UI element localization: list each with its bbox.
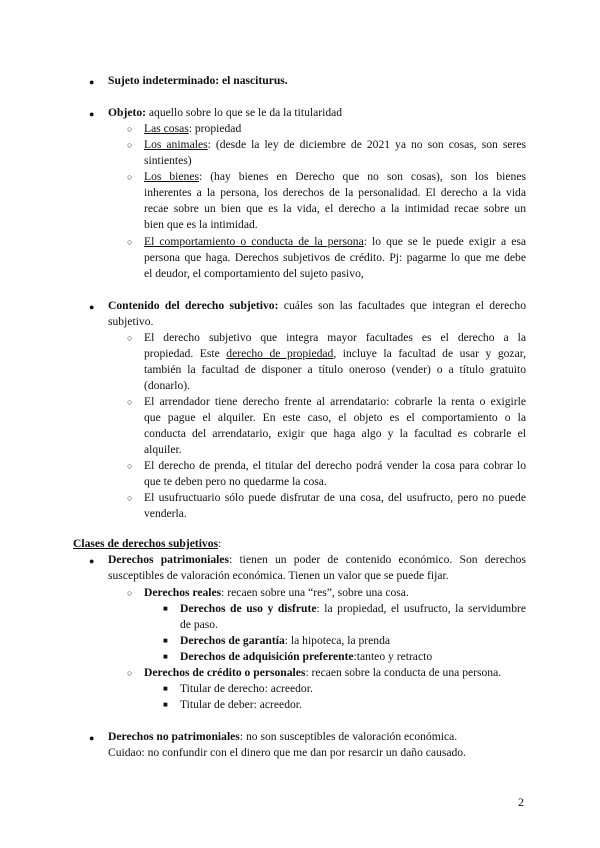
bullet-dot: ●: [89, 302, 95, 312]
contenido-item-4: El usufructuario sólo puede disfrutar de una cosa, del usufructo, pero no puede: [144, 491, 526, 504]
bullet-circle: ○: [127, 668, 133, 678]
bullet-dot: ●: [89, 109, 95, 119]
objeto-item-cosas: Las cosas: propiedad: [144, 122, 242, 135]
clases-heading: Clases de derechos subjetivos:: [73, 537, 222, 550]
bullet-circle: ○: [127, 124, 133, 134]
bullet-circle: ○: [127, 172, 133, 182]
credito-line: Derechos de crédito o personales: recaen sobre la conducta de una persona.: [144, 666, 502, 679]
page-number: 2: [518, 795, 524, 809]
contenido-item-2: El arrendador tiene derecho frente al arrendatario: cobrarle la renta o exigirle: [144, 395, 526, 408]
text-line: el deudor, el comportamiento del sujeto pasivo,: [144, 267, 364, 280]
garantia-line: Derechos de garantía: la hipoteca, la prenda: [180, 634, 391, 647]
objeto-line: Objeto: aquello sobre lo que se le da la titularidad: [108, 106, 343, 119]
bullet-circle: ○: [127, 461, 133, 471]
bullet-dot: ●: [89, 556, 95, 566]
text-line: bien que es la intimidad.: [144, 218, 258, 231]
text-line: conducta del arrendatario, exigir que haga algo y la facultad es cobrarle el: [144, 427, 526, 440]
bullet-circle: ○: [127, 397, 133, 407]
uso-disfrute-line: Derechos de uso y disfrute: la propiedad, el usufructo, la servidumbre: [180, 602, 527, 615]
bullet-square: ■: [163, 684, 168, 693]
contenido-line: Contenido del derecho subjetivo: cuáles son las facultades que integran el derecho: [108, 299, 526, 312]
text-line: que te deben pero no quedarme la cosa.: [144, 475, 327, 488]
bullet-circle: ○: [127, 237, 133, 247]
titular-deber-line: Titular de deber: acreedor.: [180, 698, 302, 711]
cuidao-note: Cuidao: no confundir con el dinero que me dan por resarcir un daño causado.: [108, 746, 467, 759]
contenido-item-1: El derecho subjetivo que integra mayor facultades es el derecho a la: [144, 331, 526, 344]
text-line: inherentes a la persona, los derechos de la personalidad. El derecho a la vida: [144, 186, 526, 199]
text-line: recae sobre un bien que es la vida, el derecho a la intimidad recae sobre un: [144, 202, 526, 215]
bullet-circle: ○: [127, 588, 133, 598]
titular-derecho-line: Titular de derecho: acreedor.: [180, 682, 313, 695]
bullet-square: ■: [163, 604, 168, 613]
text-line: también la facultad de disponer a título oneroso (vender) o a título gratuito: [144, 363, 526, 376]
bullet-circle: ○: [127, 493, 133, 503]
objeto-item-bienes: Los bienes: (hay bienes en Derecho que no son cosas), son los bienes: [144, 170, 526, 183]
text-line: de paso.: [180, 618, 218, 631]
objeto-item-animales-cont: sintientes): [144, 154, 192, 167]
text-line: que pague el alquiler. En este caso, el objeto es el comportamiento o la: [144, 411, 526, 424]
text-line: propiedad. Este derecho de propiedad, incluye la facultad de usar y gozar,: [144, 347, 527, 360]
bullet-dot: ●: [89, 77, 95, 87]
bullet-square: ■: [163, 636, 168, 645]
bullet-square: ■: [163, 700, 168, 709]
objeto-item-animales: Los animales: (desde la ley de diciembre de 2021 ya no son cosas, son seres: [144, 138, 526, 151]
reales-line: Derechos reales: recaen sobre una “res”, sobre una cosa.: [144, 586, 409, 599]
text-line: subjetivo.: [108, 315, 154, 328]
bullet-circle: ○: [127, 140, 133, 150]
patrimoniales-line: Derechos patrimoniales: tienen un poder de contenido económico. Son derechos: [108, 553, 526, 566]
text-line: persona que haga. Derechos subjetivos de crédito. Pj: pagarme lo que me debe: [144, 251, 526, 264]
contenido-item-3: El derecho de prenda, el titular del derecho podrá vender la cosa para cobrar lo: [144, 459, 526, 472]
bullet-circle: ○: [127, 333, 133, 343]
objeto-item-comportamiento: El comportamiento o conducta de la persona: lo que se le puede exigir a esa: [144, 235, 526, 248]
text-line: (donarlo).: [144, 379, 191, 392]
bullet-square: ■: [163, 652, 168, 661]
bullet-dot: ●: [89, 733, 95, 743]
sujeto-indeterminado: Sujeto indeterminado: el nasciturus.: [108, 74, 288, 87]
no-patrimoniales-line: Derechos no patrimoniales: no son susceptibles de valoración económica.: [108, 730, 458, 743]
text-line: venderla.: [144, 507, 187, 520]
text-line: susceptibles de valoración económica. Tienen un valor que se puede fijar.: [108, 569, 449, 582]
text-line: alquiler.: [144, 443, 182, 456]
adquisicion-line: Derechos de adquisición preferente:tanteo y retracto: [180, 650, 433, 663]
